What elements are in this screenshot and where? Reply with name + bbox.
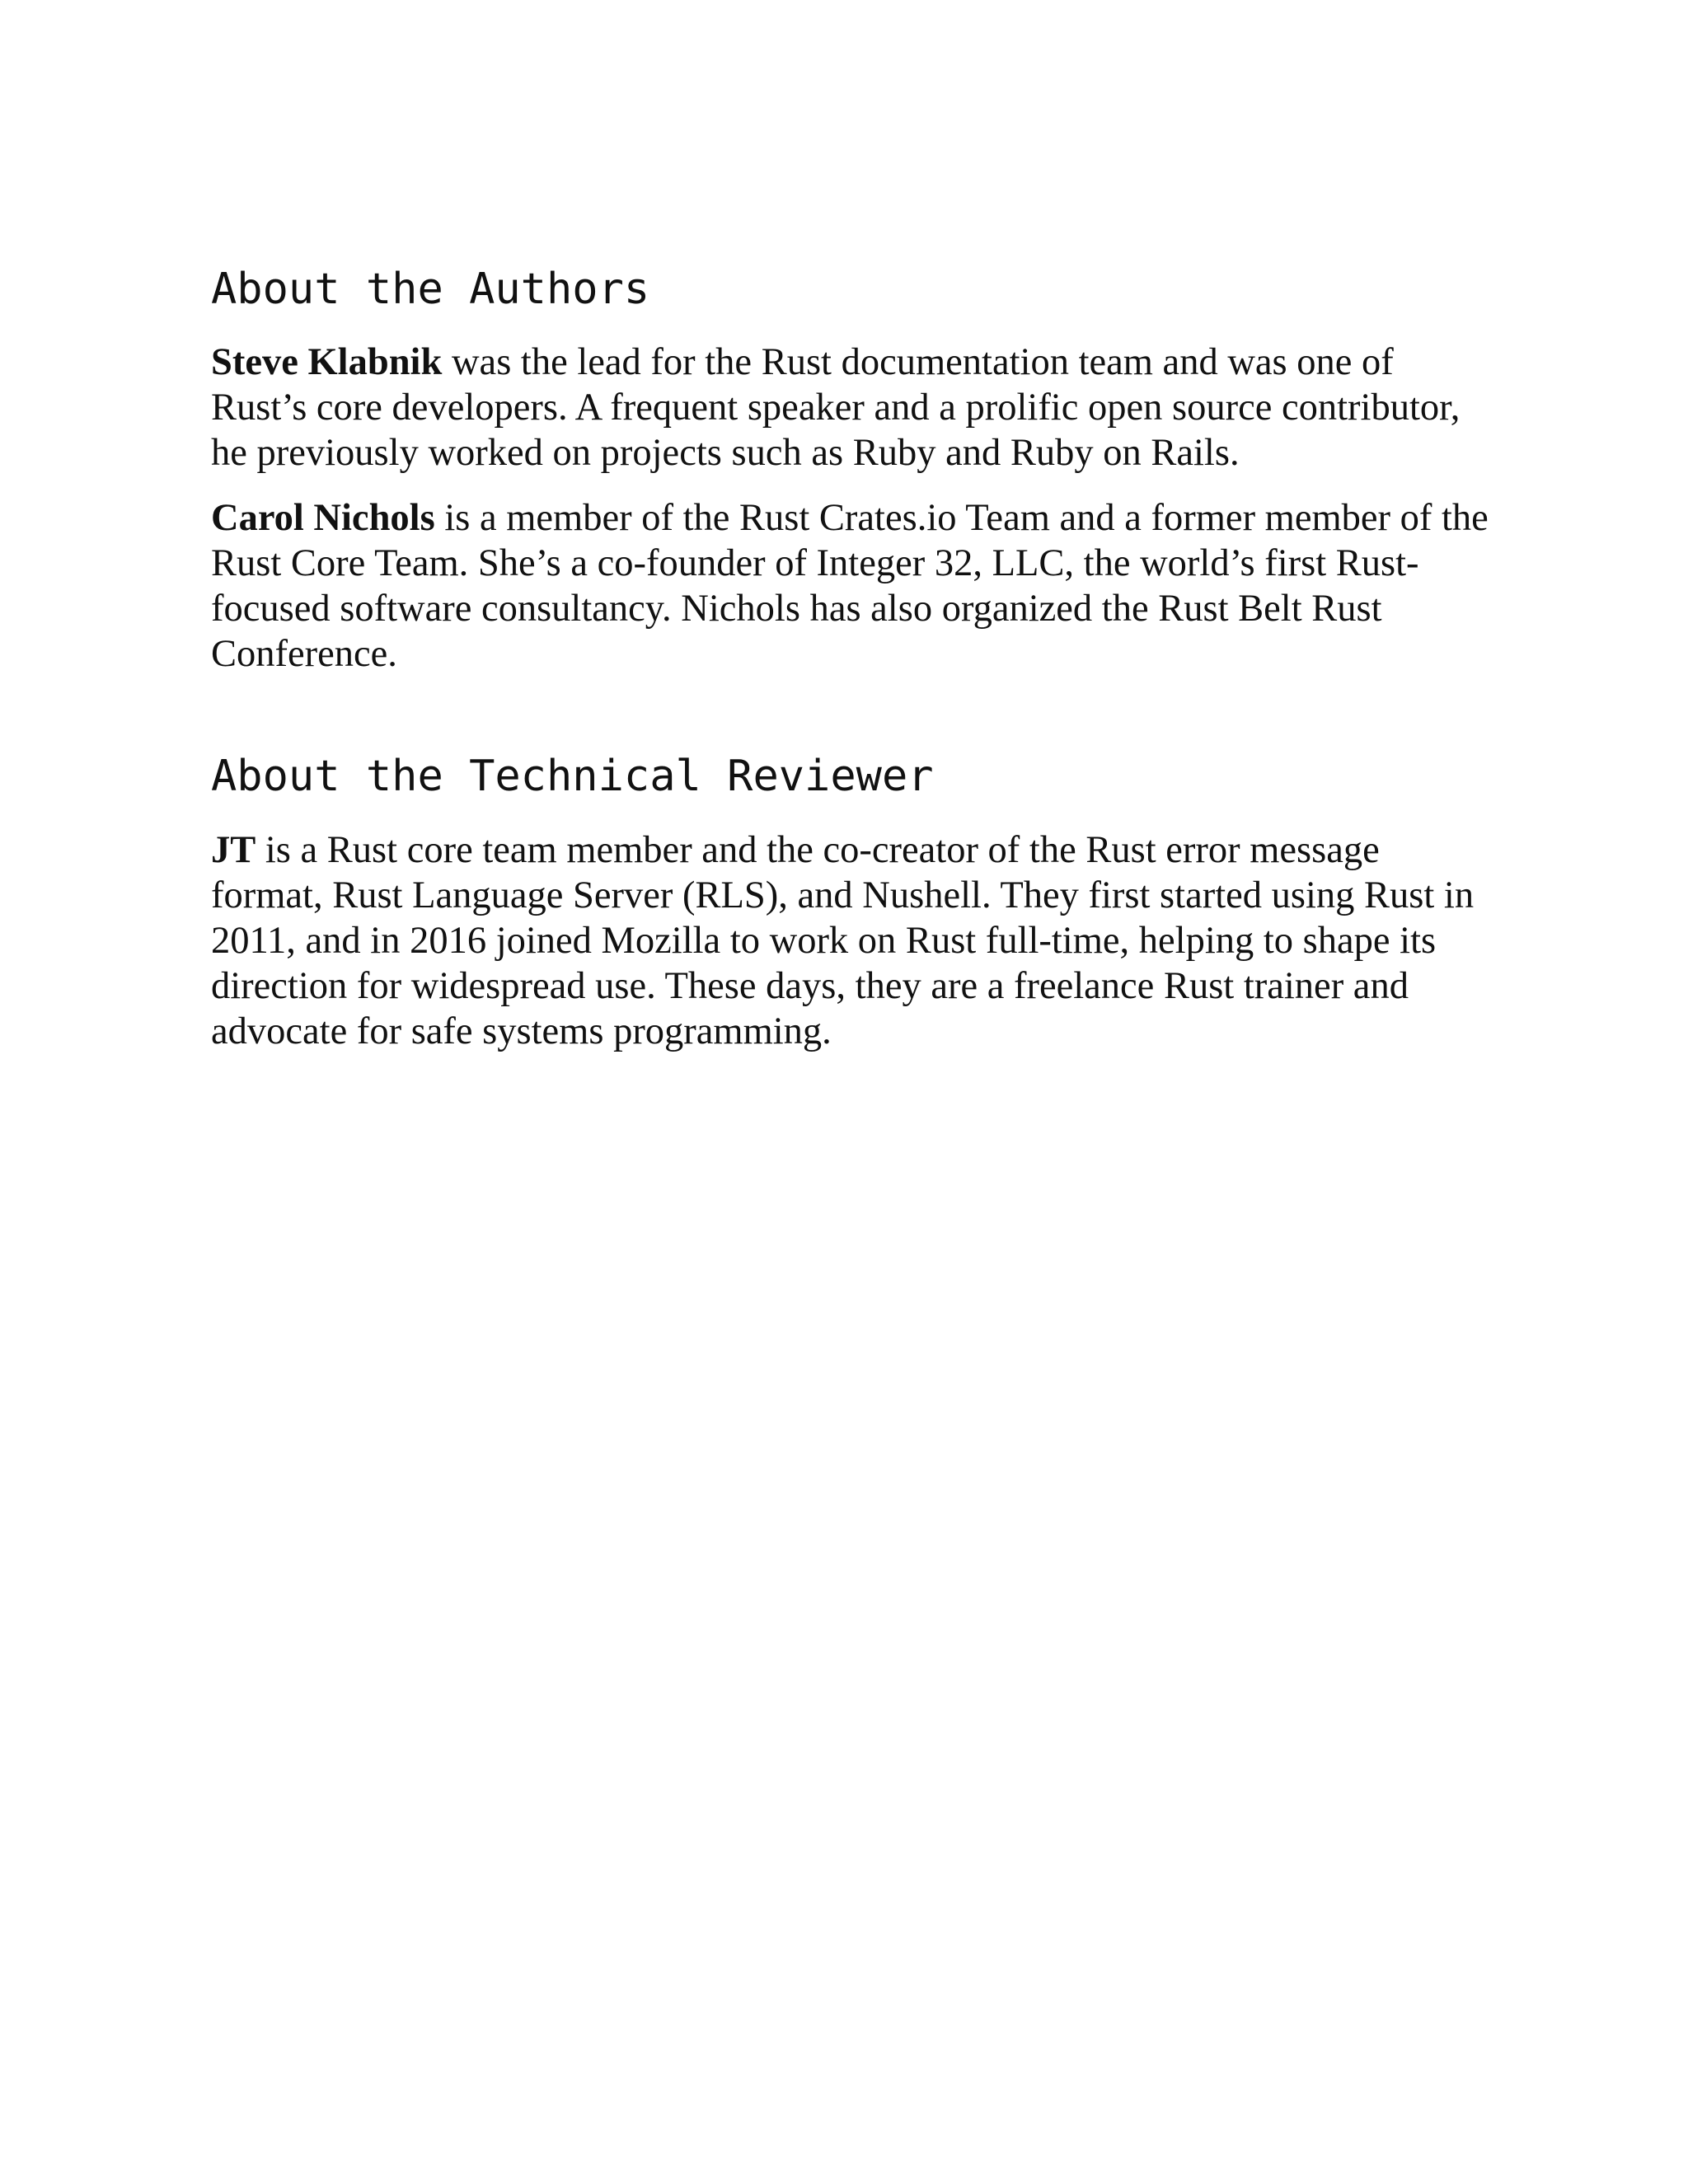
author-bio-steve-klabnik: [211, 340, 1497, 476]
reviewer-name: JT: [211, 828, 256, 871]
reviewer-bio-text: is a Rust core team member and the co-creator of the Rust error message format, Rust Language Server (RLS), and Nushell. They first started using Rust in 2011, and in 2016 joined Mozilla to work on Rust full-time, helping to shape its direction for widespread use. These days, they are a freelance Rust trainer and advocate for safe systems programming.: [211, 828, 1475, 1052]
page-content: [211, 264, 1497, 1054]
reviewer-bio-jt: [211, 827, 1497, 1054]
author-name: Carol Nichols: [211, 497, 435, 540]
author-bio-text: was the lead for the Rust documentation team and was one of Rust’s core developers. A frequent speaker and a prolific open source contributor, he previously worked on projects such as Ruby and Ruby on Rails.: [211, 341, 1461, 475]
authors-heading: About the Authors: [211, 265, 650, 314]
author-name: Steve Klabnik: [211, 341, 443, 384]
author-bio-text: is a member of the Rust Crates.io Team and a former member of the Rust Core Team. She’s a co-founder of Integer 32, LLC, the world’s first Rust-focused software consultancy. Nichols has also organized the Rust Belt Rust Conference.: [211, 497, 1489, 676]
reviewer-section: [211, 751, 1497, 1053]
author-bio-carol-nichols: [211, 495, 1497, 677]
reviewer-heading: About the Technical Reviewer: [211, 752, 934, 802]
authors-section: [211, 264, 1497, 677]
